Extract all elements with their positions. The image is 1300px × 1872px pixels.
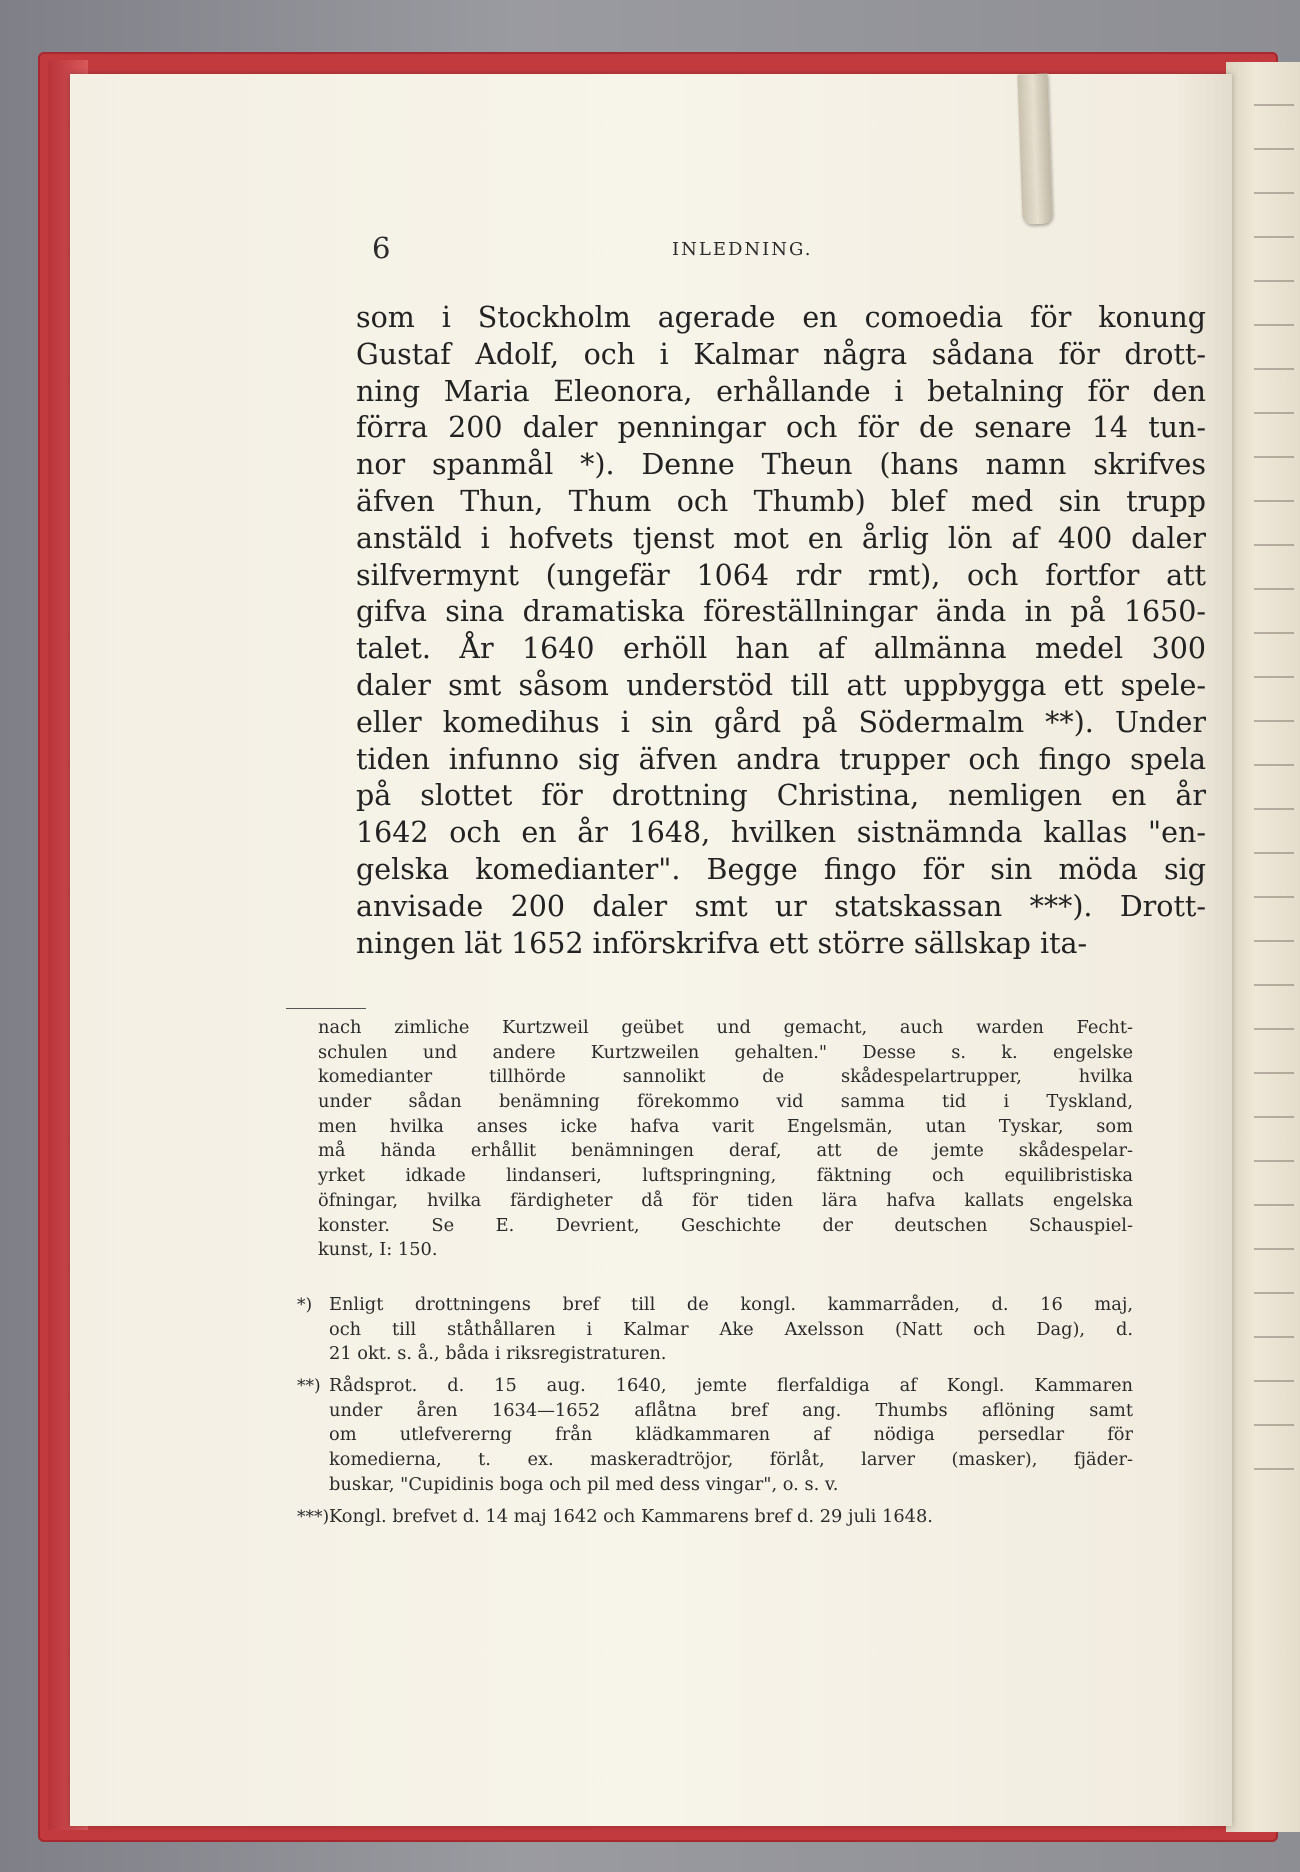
continued-footnote: [318, 1016, 1133, 1263]
body-line: förra 200 daler penningar och för de senare 14 tun-: [356, 411, 1206, 445]
body-line: på slottet för drottning Christina, nemligen en år: [356, 779, 1206, 813]
running-title: INLEDNING.: [672, 239, 813, 260]
note-line: Kongl. brefvet d. 14 maj 1642 och Kammarens bref d. 29 juli 1648.: [329, 1505, 933, 1527]
note-line: under sådan benämning förekommo vid samma tid i Tyskland,: [318, 1091, 1133, 1113]
note-line: buskar, "Cupidinis boga och pil med dess vingar", o. s. v.: [329, 1473, 839, 1495]
body-line: anvisade 200 daler smt ur statskassan ***). Drott-: [356, 889, 1206, 923]
note-line: 21 okt. s. å., båda i riksregistraturen.: [329, 1343, 667, 1365]
note-line: Enligt drottningens bref till de kongl. kammarråden, d. 16 maj,: [329, 1294, 1133, 1315]
footnotes: [297, 1293, 1133, 1536]
body-line: Gustaf Adolf, och i Kalmar några sådana för drott-: [356, 337, 1206, 371]
note-line: nach zimliche Kurtzweil geübet und gemacht, auch warden Fecht-: [318, 1017, 1133, 1038]
footnote-mark: **): [297, 1376, 321, 1397]
footnote-3: [297, 1505, 1133, 1530]
footnote-rule: [286, 1008, 366, 1009]
body-line: som i Stockholm agerade en comoedia för konung: [356, 301, 1206, 334]
note-line: och till ståthållaren i Kalmar Ake Axelsson (Natt och Dag), d.: [329, 1318, 1133, 1340]
note-line: om utlefvererng från klädkammaren af nödiga persedlar för: [329, 1424, 1133, 1446]
body-line: nor spanmål *). Denne Theun (hans namn skrifves: [356, 448, 1206, 482]
body-line: 1642 och en år 1648, hvilken sistnämnda kallas "en-: [356, 816, 1206, 850]
book-page: [70, 74, 1232, 1826]
body-line: ningen lät 1652 införskrifva ett större sällskap ita-: [356, 926, 1088, 960]
body-line: gelska komedianter". Begge fingo för sin möda sig: [356, 852, 1206, 886]
note-line: konster. Se E. Devrient, Geschichte der deutschen Schauspiel-: [318, 1214, 1133, 1236]
note-line: kunst, I: 150.: [318, 1239, 438, 1261]
body-text: [356, 300, 1206, 962]
note-line: komedianter tillhörde sannolikt de skådespelartrupper, hvilka: [318, 1066, 1133, 1088]
running-head: [70, 231, 1232, 271]
note-line: men hvilka anses icke hafva varit Engelsmän, utan Tyskar, som: [318, 1115, 1133, 1137]
body-line: silfvermynt (ungefär 1064 rdr rmt), och fortfor att: [356, 558, 1206, 592]
footnote-mark: *): [297, 1295, 313, 1315]
body-line: gifva sina dramatiska föreställningar ända in på 1650-: [356, 595, 1206, 629]
page-number: 6: [372, 231, 391, 265]
footnote-1: [297, 1293, 1133, 1367]
note-line: Rådsprot. d. 15 aug. 1640, jemte flerfaldiga af Kongl. Kammaren: [329, 1375, 1133, 1397]
body-line: daler smt såsom understöd till att uppbygga ett spele-: [356, 668, 1206, 702]
note-line: må hända erhållit benämningen deraf, att de jemte skådespelar-: [318, 1140, 1133, 1162]
footnote-mark: ***): [297, 1506, 330, 1527]
footnote-2: [297, 1374, 1133, 1497]
body-line: tiden infunno sig äfven andra trupper och fingo spela: [356, 742, 1206, 776]
body-line: talet. År 1640 erhöll han af allmänna medel 300: [356, 632, 1206, 666]
bookmark-ribbon: [1017, 74, 1052, 225]
body-line: ning Maria Eleonora, erhållande i betalning för den: [356, 374, 1206, 408]
note-line: yrket idkade lindanseri, luftspringning, fäktning och equilibristiska: [318, 1165, 1133, 1187]
adjacent-page-edge: [1226, 62, 1300, 1832]
note-line: schulen und andere Kurtzweilen gehalten." Desse s. k. engelske: [318, 1041, 1133, 1063]
note-line: komedierna, t. ex. maskeradtröjor, förlåt, larver (masker), fjäder-: [329, 1449, 1133, 1471]
body-line: äfven Thun, Thum och Thumb) blef med sin trupp: [356, 484, 1206, 518]
body-line: eller komedihus i sin gård på Södermalm **). Under: [356, 705, 1206, 739]
note-line: under åren 1634—1652 aflåtna bref ang. Thumbs aflöning samt: [329, 1399, 1133, 1421]
note-line: öfningar, hvilka färdigheter då för tiden lära hafva kallats engelska: [318, 1189, 1133, 1211]
body-line: anstäld i hofvets tjenst mot en årlig lön af 400 daler: [356, 521, 1206, 555]
